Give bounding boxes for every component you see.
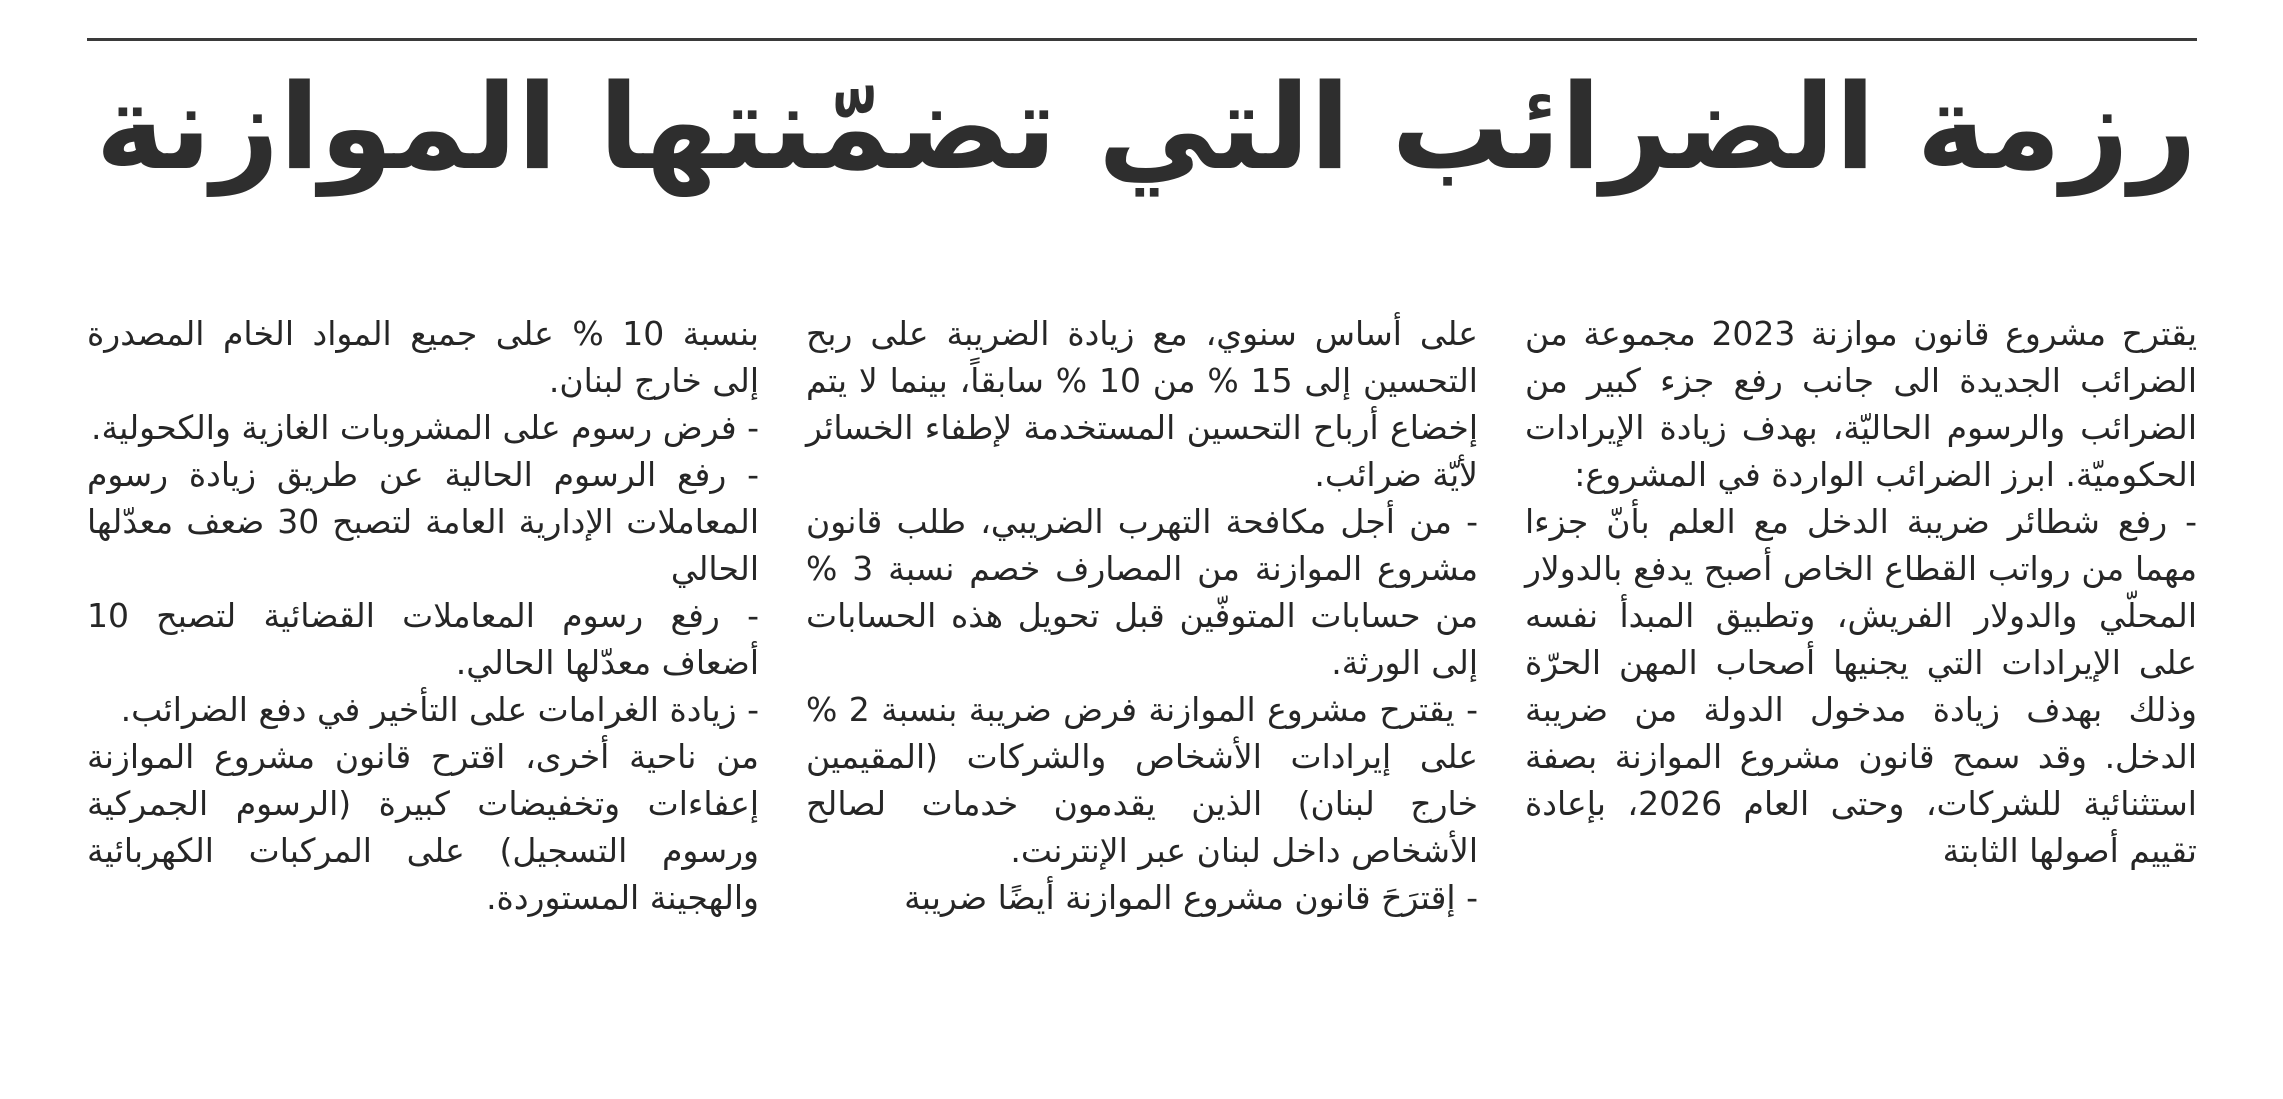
paragraph: - من أجل مكافحة التهرب الضريبي، طلب قانون مشروع الموازنة من المصارف خصم نسبة 3 % من حسابات المتوفّين قبل تحويل هذه الحسابات إلى الورثة. (806, 502, 1478, 682)
top-divider-rule (87, 38, 2197, 41)
paragraph: - زيادة الغرامات على التأخير في دفع الضرائب. (120, 690, 759, 729)
article-headline: رزمة الضرائب التي تضمّنتها الموازنة (95, 58, 2197, 196)
text-column-2 (806, 310, 1478, 921)
article-body (87, 310, 2197, 1010)
paragraph: - إقترَحَ قانون مشروع الموازنة أيضًا ضريبة (904, 878, 1478, 917)
text-column-3 (87, 310, 759, 921)
paragraph: بنسبة 10 % على جميع المواد الخام المصدرة إلى خارج لبنان. (87, 314, 759, 400)
paragraph: - فرض رسوم على المشروبات الغازية والكحولية. (90, 408, 759, 447)
paragraph: - رفع رسوم المعاملات القضائية لتصبح 10 أضعاف معدّلها الحالي. (87, 596, 759, 682)
paragraph: يقترح مشروع قانون موازنة 2023 مجموعة من الضرائب الجديدة الى جانب رفع جزء كبير من الضرائب والرسوم الحاليّة، بهدف زيادة الإيرادات الحكوميّة. ابرز الضرائب الواردة في المشروع: (1525, 314, 2198, 494)
paragraph: من ناحية أخرى، اقترح قانون مشروع الموازنة إعفاءات وتخفيضات كبيرة (الرسوم الجمركية ورسوم التسجيل) على المركبات الكهربائية والهجينة المستوردة. (87, 737, 759, 917)
paragraph: على أساس سنوي، مع زيادة الضريبة على ربح التحسين إلى 15 % من 10 % سابقاً، بينما لا يتم إخضاع أرباح التحسين المستخدمة لإطفاء الخسائر لأيّة ضرائب. (806, 314, 1478, 494)
text-column-1 (1525, 310, 2197, 874)
paragraph: - رفع شطائر ضريبة الدخل مع العلم بأنّ جزءا مهما من رواتب القطاع الخاص أصبح يدفع بالدولار المحلّي والدولار الفريش، وتطبيق المبدأ نفسه على الإيرادات التي يجنيها أصحاب المهن الحرّة وذلك بهدف زيادة مدخول الدولة من ضريبة الدخل. وقد سمح قانون مشروع الموازنة بصفة استثنائية للشركات، وحتى العام 2026، بإعادة تقييم أصولها الثابتة (1525, 502, 2197, 870)
paragraph: - يقترح مشروع الموازنة فرض ضريبة بنسبة 2 % على إيرادات الأشخاص والشركات (المقيمين خارج لبنان) الذين يقدمون خدمات لصالح الأشخاص داخل لبنان عبر الإنترنت. (806, 690, 1478, 870)
paragraph: - رفع الرسوم الحالية عن طريق زيادة رسوم المعاملات الإدارية العامة لتصبح 30 ضعف معدّلها الحالي (87, 455, 759, 588)
